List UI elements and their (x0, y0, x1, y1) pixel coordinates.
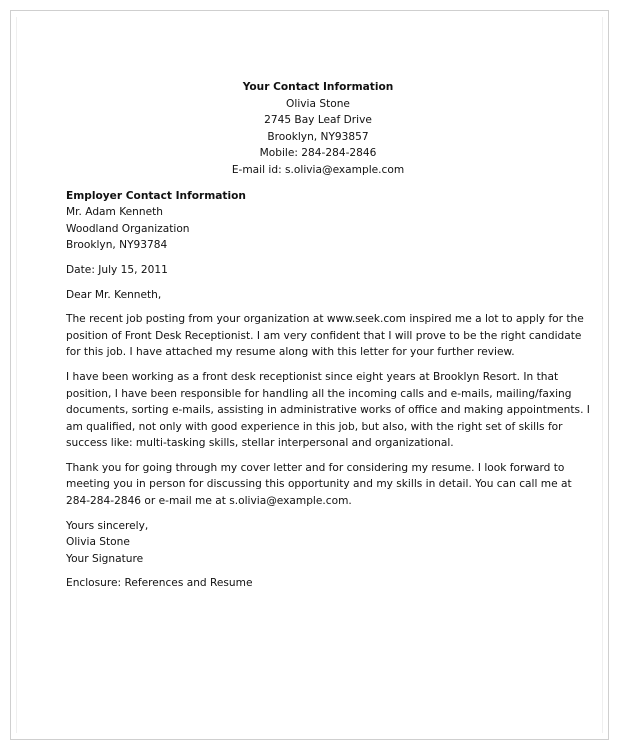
sender-street: 2745 Bay Leaf Drive (264, 114, 372, 127)
paragraph-line: 284-284-2846 or e-mail me at s.olivia@example.com. (66, 495, 352, 508)
salutation (66, 287, 566, 304)
employer-heading: Employer Contact Information (66, 189, 246, 202)
employer-city: Brooklyn, NY93784 (66, 239, 168, 252)
signature: Your Signature (66, 552, 144, 565)
body-paragraph-3 (66, 460, 572, 510)
paragraph-line: The recent job posting from your organization at www.seek.com inspired me a lot to apply for the (66, 313, 584, 326)
body-paragraph-2 (66, 369, 590, 452)
paragraph-line: documents, sorting e-mails, assisting in administrative works of office and making appointments. I (66, 404, 590, 417)
cover-letter (66, 79, 590, 592)
enclosure-text: Enclosure: References and Resume (66, 577, 253, 590)
paragraph-line: I have been working as a front desk receptionist since eight years at Brooklyn Resort. In that (66, 370, 559, 383)
sender-email: E-mail id: s.olivia@example.com (231, 163, 405, 176)
page-margin-line (602, 17, 603, 733)
employer-organization: Woodland Organization (66, 222, 190, 235)
sender-contact-block (66, 79, 570, 179)
page-margin-line (16, 17, 17, 733)
closing-name: Olivia Stone (66, 536, 130, 549)
letter-date (66, 262, 566, 279)
paragraph-line: position, I have been responsible for handling all the incoming calls and e-mails, mailing/faxing (66, 387, 572, 400)
sender-mobile: Mobile: 284-284-2846 (259, 147, 377, 160)
sender-city: Brooklyn, NY93857 (267, 130, 369, 143)
paragraph-line: success like: multi-tasking skills, stellar interpersonal and organizational. (66, 437, 454, 450)
closing-block (66, 518, 566, 568)
paragraph-line: meeting you in person for discussing this opportunity and my skills in detail. You can call me at (66, 478, 572, 491)
employer-contact-block (66, 188, 566, 254)
sender-heading: Your Contact Information (242, 81, 394, 93)
date-text: Date: July 15, 2011 (66, 263, 168, 276)
valediction: Yours sincerely, (66, 519, 149, 532)
employer-name: Mr. Adam Kenneth (66, 206, 163, 219)
paragraph-line: for this job. I have attached my resume along with this letter for your further review. (66, 346, 515, 359)
body-paragraph-1 (66, 311, 584, 361)
enclosure (66, 575, 566, 592)
paragraph-line: am qualified, not only with good experience in this job, but also, with the right set of skills for (66, 420, 563, 433)
paragraph-line: Thank you for going through my cover letter and for considering my resume. I look forward to (66, 461, 565, 474)
paragraph-line: position of Front Desk Receptionist. I am very confident that I will prove to be the right candidate (66, 329, 582, 342)
salutation-text: Dear Mr. Kenneth, (66, 288, 162, 301)
sender-name: Olivia Stone (286, 97, 350, 110)
